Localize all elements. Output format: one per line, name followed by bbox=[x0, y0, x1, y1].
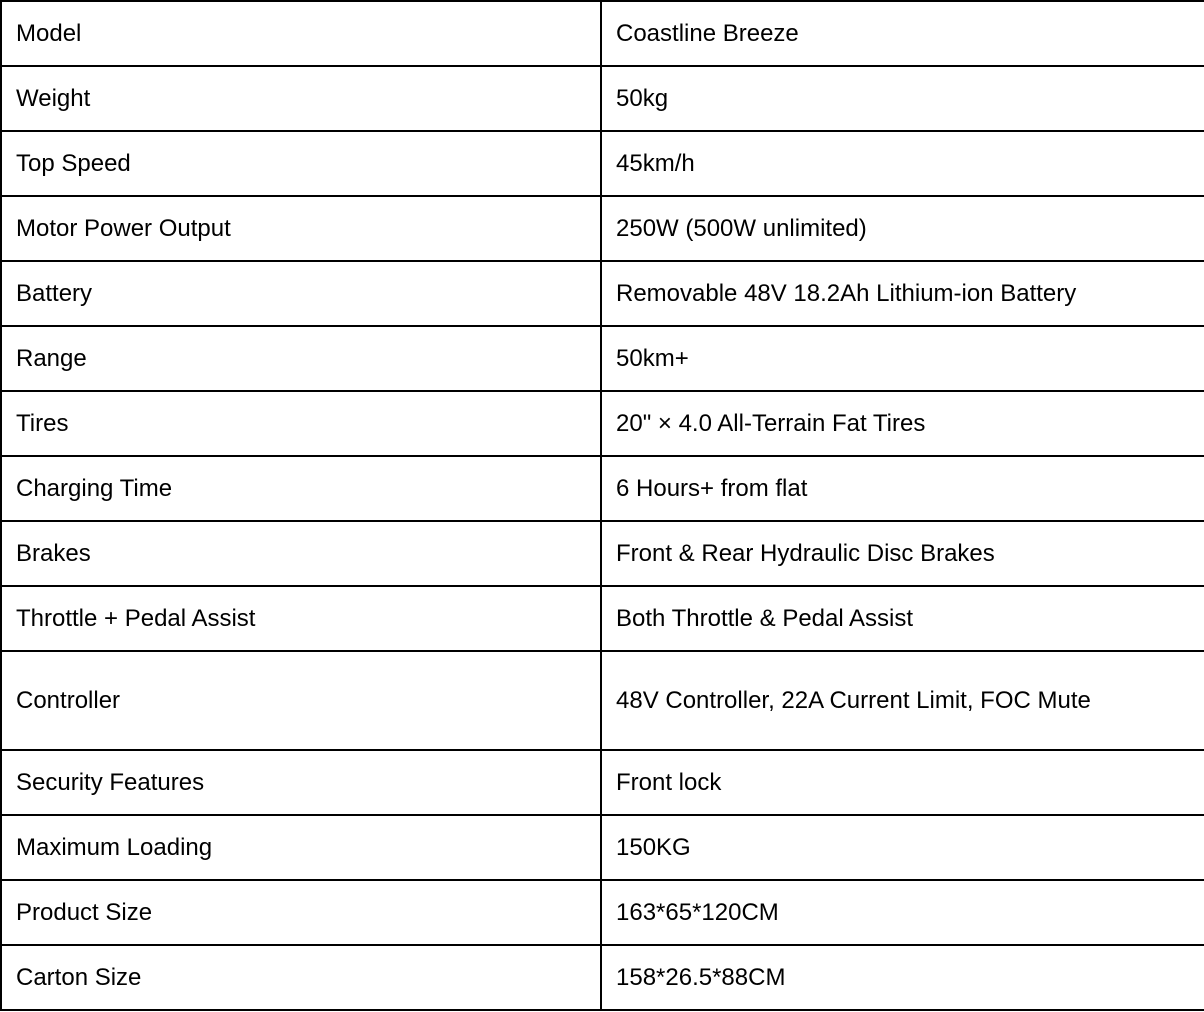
spec-label-model: Model bbox=[1, 1, 601, 66]
spec-label-carton-size: Carton Size bbox=[1, 945, 601, 1010]
spec-value-throttle-pedal-assist: Both Throttle & Pedal Assist bbox=[601, 586, 1204, 651]
spec-value-range: 50km+ bbox=[601, 326, 1204, 391]
spec-row-brakes bbox=[1, 521, 1204, 586]
spec-value-controller bbox=[601, 651, 1204, 750]
spec-row-tires bbox=[1, 391, 1204, 456]
spec-value-top-speed: 45km/h bbox=[601, 131, 1204, 196]
spec-row-maximum-loading bbox=[1, 815, 1204, 880]
spec-row-controller bbox=[1, 651, 1204, 750]
spec-row-battery bbox=[1, 261, 1204, 326]
spec-row-model bbox=[1, 1, 1204, 66]
spec-row-product-size bbox=[1, 880, 1204, 945]
spec-row-throttle-pedal-assist bbox=[1, 586, 1204, 651]
spec-value-model: Coastline Breeze bbox=[601, 1, 1204, 66]
spec-label-battery: Battery bbox=[1, 261, 601, 326]
spec-label-product-size: Product Size bbox=[1, 880, 601, 945]
spec-label-brakes: Brakes bbox=[1, 521, 601, 586]
spec-row-range bbox=[1, 326, 1204, 391]
spec-label-maximum-loading: Maximum Loading bbox=[1, 815, 601, 880]
spec-label-charging-time: Charging Time bbox=[1, 456, 601, 521]
spec-row-carton-size bbox=[1, 945, 1204, 1010]
spec-value-controller-text: 48V Controller, 22A Current Limit, FOC Mute bbox=[616, 687, 1091, 715]
spec-row-security-features bbox=[1, 750, 1204, 815]
spec-row-weight bbox=[1, 66, 1204, 131]
spec-label-range: Range bbox=[1, 326, 601, 391]
spec-value-carton-size: 158*26.5*88CM bbox=[601, 945, 1204, 1010]
spec-value-security-features: Front lock bbox=[601, 750, 1204, 815]
spec-label-weight: Weight bbox=[1, 66, 601, 131]
spec-value-product-size: 163*65*120CM bbox=[601, 880, 1204, 945]
spec-value-motor-power-output: 250W (500W unlimited) bbox=[601, 196, 1204, 261]
spec-label-security-features: Security Features bbox=[1, 750, 601, 815]
spec-row-charging-time bbox=[1, 456, 1204, 521]
spec-label-controller: Controller bbox=[1, 651, 601, 750]
spec-table-body bbox=[1, 1, 1204, 1010]
spec-value-tires: 20" × 4.0 All-Terrain Fat Tires bbox=[601, 391, 1204, 456]
spec-label-throttle-pedal-assist: Throttle + Pedal Assist bbox=[1, 586, 601, 651]
spec-row-motor-power-output bbox=[1, 196, 1204, 261]
spec-label-top-speed: Top Speed bbox=[1, 131, 601, 196]
spec-value-brakes: Front & Rear Hydraulic Disc Brakes bbox=[601, 521, 1204, 586]
spec-row-top-speed bbox=[1, 131, 1204, 196]
spec-label-motor-power-output: Motor Power Output bbox=[1, 196, 601, 261]
spec-value-weight: 50kg bbox=[601, 66, 1204, 131]
spec-value-charging-time: 6 Hours+ from flat bbox=[601, 456, 1204, 521]
spec-label-tires: Tires bbox=[1, 391, 601, 456]
spec-value-maximum-loading: 150KG bbox=[601, 815, 1204, 880]
spec-value-battery: Removable 48V 18.2Ah Lithium-ion Battery bbox=[601, 261, 1204, 326]
